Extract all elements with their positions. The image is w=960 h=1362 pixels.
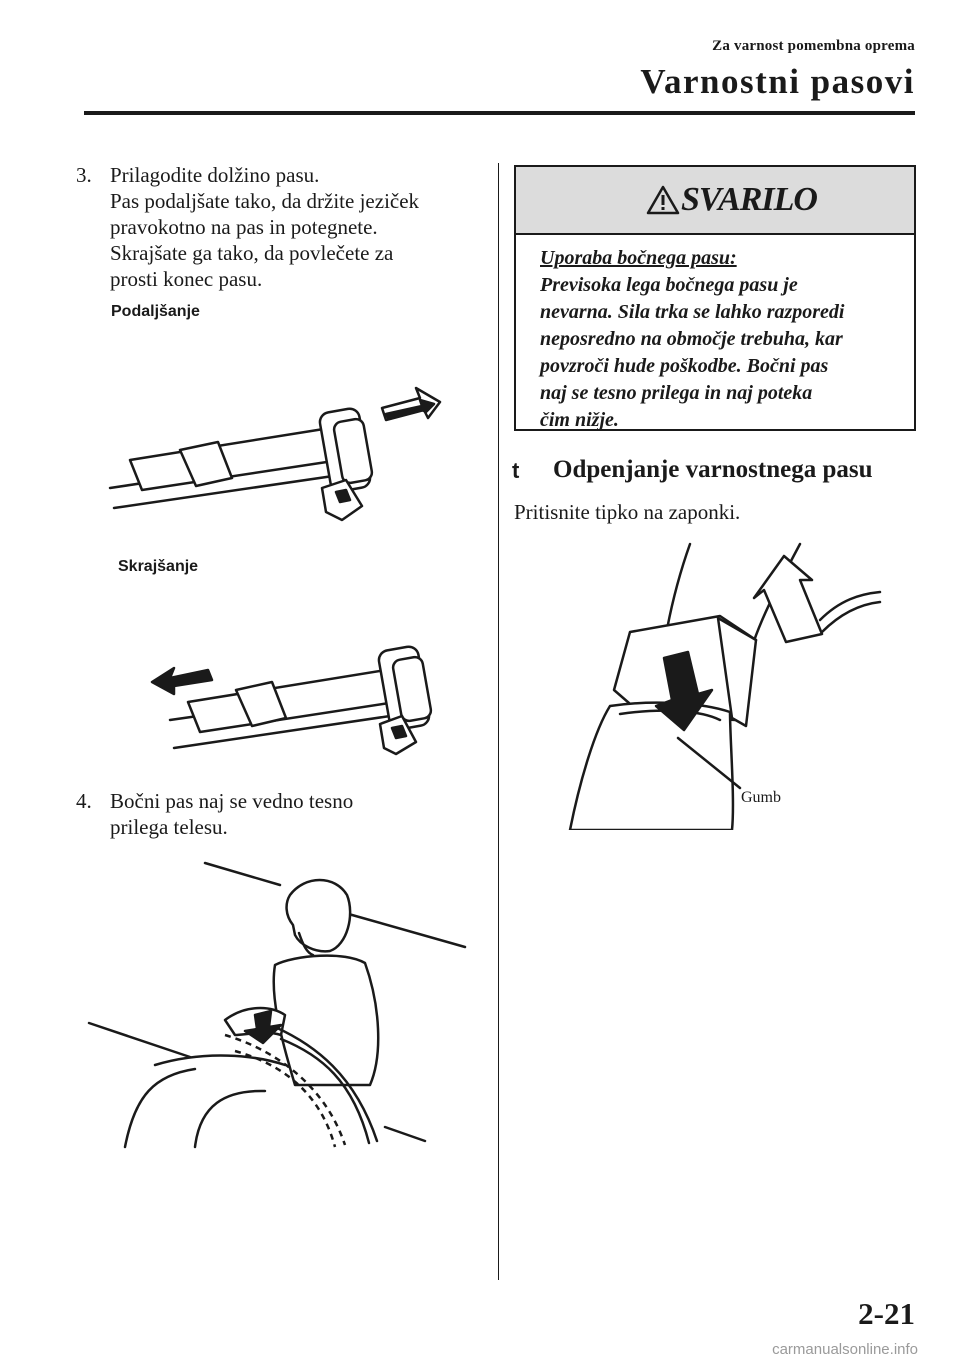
column-divider: [498, 163, 499, 1280]
page-number: 2-21: [858, 1296, 915, 1331]
warning-line: neposredno na območje trebuha, kar: [540, 328, 843, 350]
warning-line: čim nižje.: [540, 409, 619, 431]
warning-subtitle: Uporaba bočnega pasu:: [540, 247, 737, 269]
step-line: Pas podaljšate tako, da držite jeziček: [110, 189, 420, 213]
running-header-section: Za varnost pomembna oprema: [712, 38, 915, 54]
button-label: Gumb: [741, 789, 781, 806]
step-number: 3.: [76, 163, 92, 187]
buckle-release-illustration: [560, 540, 890, 830]
warning-triangle-icon: [646, 185, 680, 215]
warning-line: povzroči hude poškodbe. Bočni pas: [540, 355, 829, 377]
page-title: Varnostni pasovi: [640, 62, 915, 101]
section-text: Pritisnite tipko na zaponki.: [514, 500, 741, 524]
step-line: prosti konec pasu.: [110, 267, 263, 291]
warning-line: Previsoka lega bočnega pasu je: [540, 274, 798, 296]
step-3: [76, 162, 496, 302]
watermark: carmanualsonline.info: [772, 1341, 918, 1358]
warning-body: [540, 245, 844, 434]
warning-box: [514, 165, 916, 431]
section-heading: Odpenjanje varnostnega pasu: [553, 456, 873, 483]
shorten-belt-illustration: [140, 630, 450, 770]
step-line: Skrajšate ga tako, da povlečete za: [110, 241, 394, 265]
step-text: [110, 162, 419, 292]
step-line: Prilagodite dolžino pasu.: [110, 163, 320, 187]
step-4: [76, 788, 496, 848]
step-text: [110, 788, 353, 840]
lengthen-belt-illustration: [100, 380, 460, 530]
step-line: pravokotno na pas in potegnete.: [110, 215, 378, 239]
step-line: prilega telesu.: [110, 815, 228, 839]
warning-line: naj se tesno prilega in naj poteka: [540, 382, 813, 404]
step-number: 4.: [76, 789, 92, 813]
lengthen-label: Podaljšanje: [111, 303, 200, 320]
shorten-label: Skrajšanje: [118, 558, 199, 575]
step-line: Bočni pas naj se vedno tesno: [110, 789, 354, 813]
warning-title: SVARILO: [681, 181, 817, 218]
warning-header: [516, 167, 914, 235]
header-divider: [84, 111, 915, 115]
warning-line: nevarna. Sila trka se lahko razporedi: [540, 301, 845, 323]
seated-occupant-illustration: [85, 855, 475, 1155]
section-bullet: t: [512, 458, 520, 483]
